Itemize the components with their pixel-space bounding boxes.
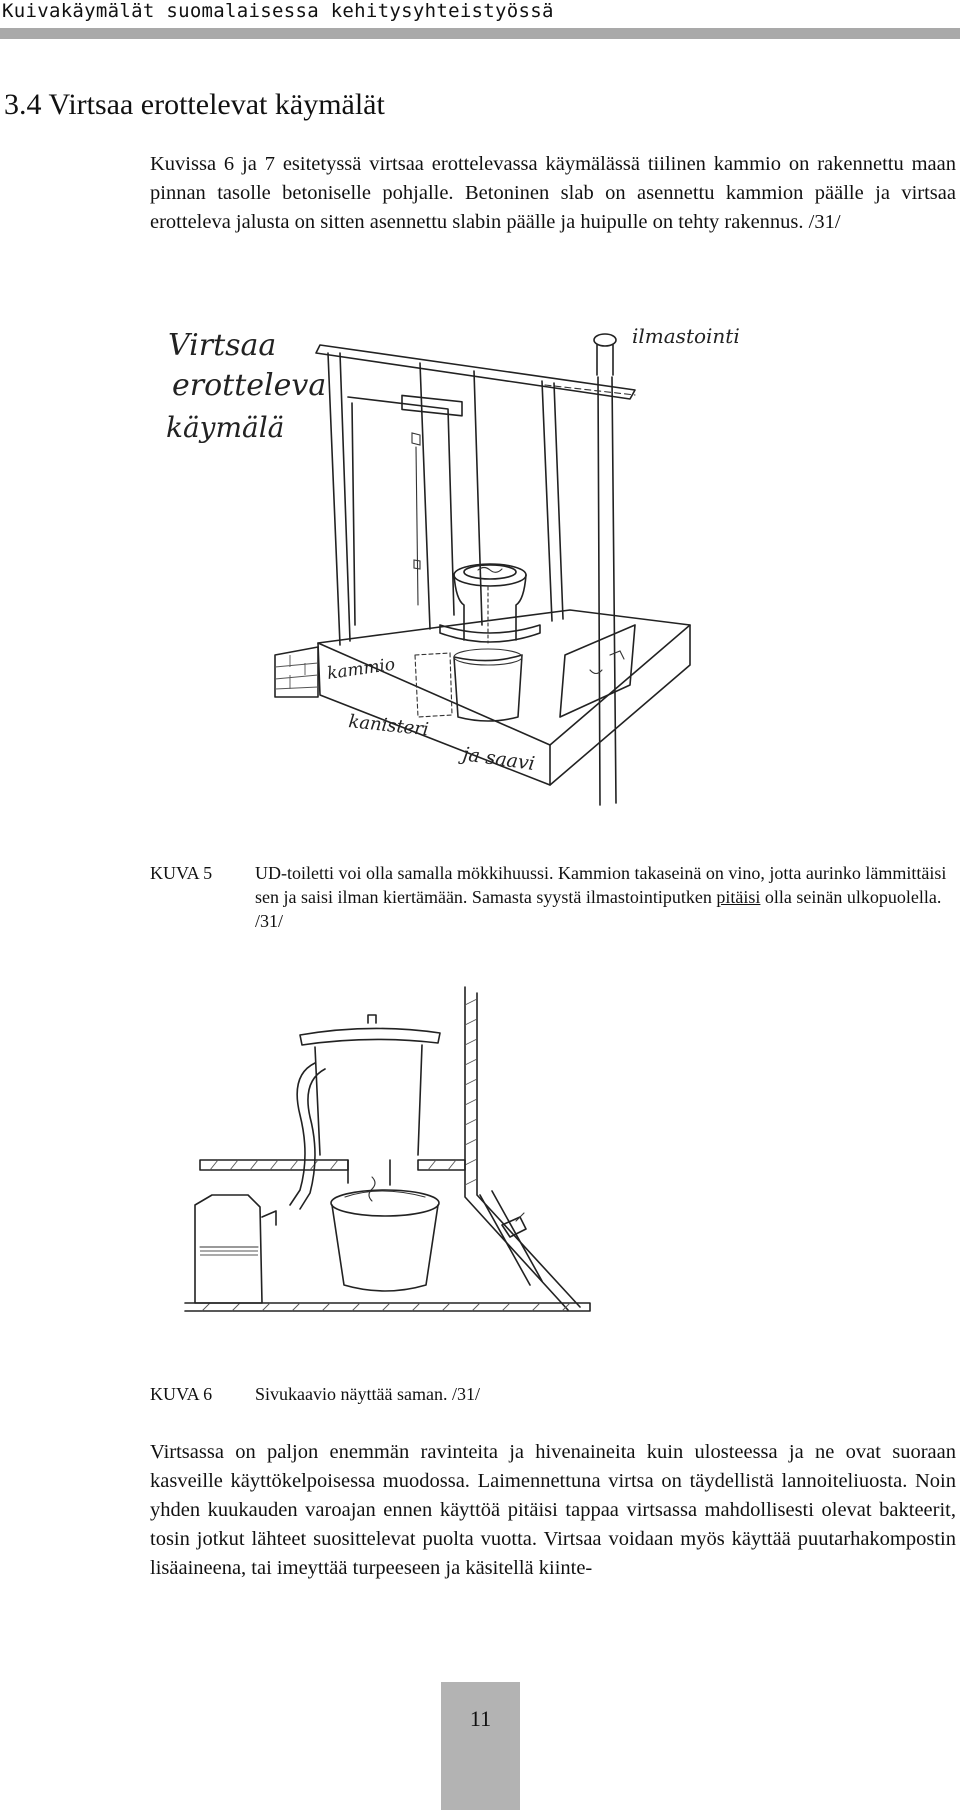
- running-header: [0, 0, 960, 40]
- canister-and-bucket: [415, 649, 522, 721]
- caption-label: KUVA 5: [150, 863, 213, 883]
- caption-text: Sivukaavio näyttää saman. /31/: [255, 1384, 480, 1404]
- page-number: 11: [469, 1706, 492, 1731]
- page-number-box: [441, 1682, 520, 1810]
- caption-label: KUVA 6: [150, 1384, 213, 1404]
- canister-label: kanisteri: [347, 711, 430, 741]
- bucket-label: ja saavi: [461, 743, 537, 776]
- intro-paragraph: Kuvissa 6 ja 7 esitetyssä virtsaa erottelevassa käymälässä tiilinen kammio on rakennettu maan pinnan tasolle betoniselle pohjalle. Betoninen slab on asennettu kammion päälle ja virtsaa erotteleva jalusta on sitten asennettu slabin päälle ja huipulle on tehty rakennus. /31/: [150, 153, 956, 233]
- side-diagram-sketch: [150, 985, 595, 1335]
- shed-frame: [328, 353, 563, 645]
- ud-toilet-sketch: [150, 325, 765, 830]
- roof: [316, 345, 635, 399]
- body-paragraph: Virtsassa on paljon enemmän ravinteita ja hivenaineita kuin ulosteessa ja ne ovat suoraan kasveille käyttökelpoisessa muodossa. Laimennettuna virtsa on täydellistä lannoiteliuosta. Noin yhden kuukauden varoajan ennen käyttöä pitäisi tappaa virtsassa mahdollisesti olevat bakteerit, tosin jotkut lähteet suosittelevat puolta vuotta. Virtsaa voidaan myös käyttää puutarhakompostin lisäaineena, tai imeyttää turpeeseen ja käsitellä kiinte-: [150, 1441, 956, 1579]
- caption-text: [255, 861, 956, 933]
- pedestal: [290, 1015, 440, 1209]
- sketch-title-line1: Virtsaa: [168, 328, 277, 363]
- caption-text-part1: UD-toiletti voi olla samalla mökkihuussi. Kammion takaseinä on vino, jotta aurinko lämmittäisi sen ja saisi ilman kiertämään. Samasta syystä ilmastointiputken: [255, 863, 947, 907]
- sketch-title-line2: erotteleva: [172, 368, 327, 403]
- sketch-title-line3: käymälä: [166, 411, 285, 444]
- vent-pipe: [594, 334, 616, 805]
- figure-side-diagram: [150, 985, 595, 1335]
- figure-ud-toilet-drawing: [150, 325, 765, 830]
- header-title: Kuivakäymälät suomalaisessa kehitysyhteistyössä: [2, 0, 554, 22]
- toilet-pedestal: [440, 564, 540, 643]
- bucket: [331, 1190, 439, 1291]
- caption-underlined-word: pitäisi: [716, 887, 761, 907]
- header-rule: [0, 28, 960, 39]
- chamber-label: kammio: [325, 654, 397, 684]
- vent-label: ilmastointi: [632, 325, 740, 348]
- section-title: 3.4 Virtsaa erottelevat käymälät: [4, 88, 385, 121]
- slab: [200, 1160, 465, 1170]
- canister: [195, 1195, 276, 1303]
- caption-text-part2: olla seinän ulkopuolella. /31/: [255, 887, 942, 931]
- wall: [465, 987, 580, 1310]
- floor: [185, 1303, 590, 1311]
